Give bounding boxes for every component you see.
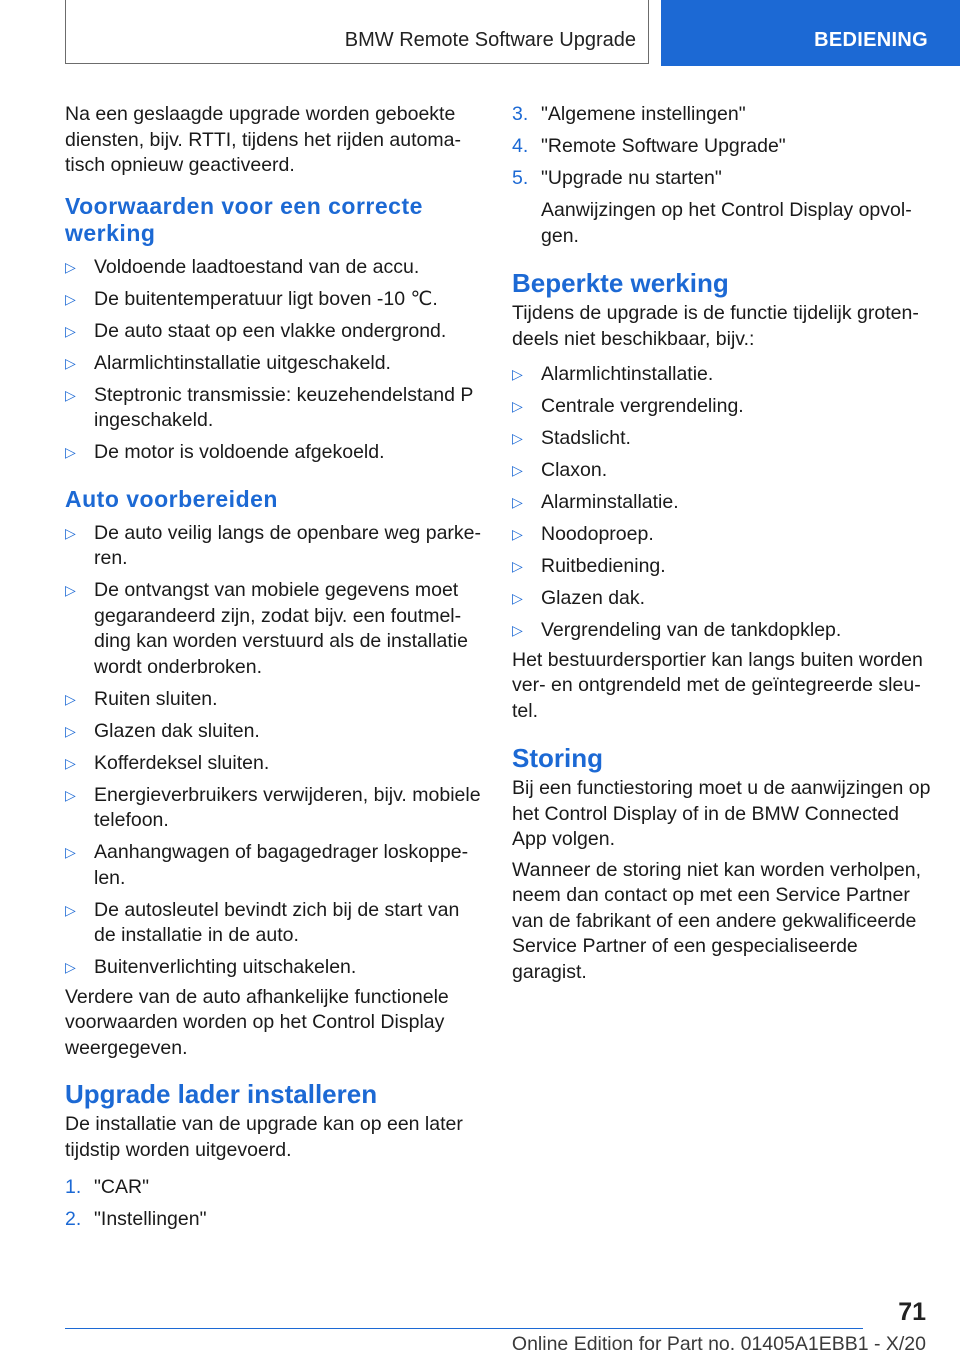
left-column xyxy=(65,102,483,1239)
bullet-icon: ▷ xyxy=(512,398,523,414)
install-steps-continued xyxy=(512,102,932,192)
list-item: ▷ Alarminstallatie. xyxy=(512,490,932,516)
list-item: ▷ Vergrendeling van de tankdopklep. xyxy=(512,618,932,644)
bullet-icon: ▷ xyxy=(512,558,523,574)
list-item: ▷ De motor is voldoende afgekoeld. xyxy=(65,440,483,466)
fault-paragraph-1: Bij een functiestoring moet u de aanwijzingen op het Control Display of in de BMW Connected App volgen. xyxy=(512,777,931,850)
list-item: ▷ De ontvangst van mobiele gegevens moet gegarandeerd zijn, zodat bijv. een foutmelding kan worden verstuurd als de installatie wordt onderbroken. xyxy=(65,579,468,678)
intro-paragraph: Na een geslaagde upgrade worden geboekte diensten, bijv. RTTI, tijdens het rijden automatisch opnieuw geactiveerd. xyxy=(65,103,461,176)
list-item: ▷ Aanhangwagen of bagagedrager loskoppelen. xyxy=(65,841,469,889)
bullet-icon: ▷ xyxy=(65,524,76,541)
bullet-icon: ▷ xyxy=(65,786,76,803)
right-column xyxy=(512,102,932,992)
list-item: ▷ Ruitbediening. xyxy=(512,554,932,580)
prepare-note: Verdere van de auto afhankelijke functionele voorwaarden worden op het Control Display weergegeven. xyxy=(65,985,449,1059)
step-item: 2. "Instellingen" xyxy=(65,1208,207,1230)
limited-note: Het bestuurdersportier kan langs buiten worden ver- en ontgrendeld met de geïntegreerde sleutel. xyxy=(512,648,923,722)
list-item: ▷ De buitentemperatuur ligt boven -10 ℃. xyxy=(65,287,483,313)
step-item: 4. "Remote Software Upgrade" xyxy=(512,135,786,157)
list-item: ▷ Energieverbruikers verwijderen, bijv. mobiele telefoon. xyxy=(65,783,481,831)
section-tab-label: BEDIENING xyxy=(814,29,928,51)
bullet-icon: ▷ xyxy=(65,322,76,339)
footer-edition: Online Edition for Part no. 01405A1EBB1 - X/20 xyxy=(511,1333,926,1355)
list-item: ▷ Noodoproep. xyxy=(512,522,932,548)
list-item: ▷ De auto veilig langs de openbare weg parkeren. xyxy=(65,521,482,569)
footer-divider xyxy=(65,1328,863,1329)
prepare-list xyxy=(65,521,483,981)
list-item: ▷ Voldoende laadtoestand van de accu. xyxy=(65,255,483,281)
limited-list xyxy=(512,362,932,644)
list-item: ▷ Glazen dak sluiten. xyxy=(65,719,483,745)
bullet-icon: ▷ xyxy=(512,526,523,542)
bullet-icon: ▷ xyxy=(65,754,76,771)
fault-paragraph-2: Wanneer de storing niet kan worden verholpen, neem dan contact op met een Service Partner van de fabrikant of een andere gekwalificeerde Service Partner of een gespecialiseerde garagist. xyxy=(512,858,922,983)
list-item: ▷ De auto staat op een vlakke ondergrond. xyxy=(65,319,483,345)
bullet-icon: ▷ xyxy=(65,386,76,403)
conditions-heading: Voorwaarden voor een correcte werking xyxy=(65,192,423,246)
bullet-icon: ▷ xyxy=(65,722,76,739)
list-item: ▷ Steptronic transmissie: keuzehendelstand P ingeschakeld. xyxy=(65,383,474,431)
section-tab xyxy=(661,0,960,66)
list-item: ▷ Ruiten sluiten. xyxy=(65,687,483,713)
bullet-icon: ▷ xyxy=(512,366,523,382)
step-item: 3. "Algemene instellingen" xyxy=(512,103,746,125)
list-item: ▷ Alarmlichtinstallatie. xyxy=(512,362,932,388)
list-item: ▷ Centrale vergrendeling. xyxy=(512,394,932,420)
list-item: ▷ Glazen dak. xyxy=(512,586,932,612)
list-item: ▷ Stadslicht. xyxy=(512,426,932,452)
bullet-icon: ▷ xyxy=(65,444,76,460)
step-item: 1. "CAR" xyxy=(65,1176,150,1198)
bullet-icon: ▷ xyxy=(65,354,76,371)
bullet-icon: ▷ xyxy=(512,622,523,638)
bullet-icon: ▷ xyxy=(512,430,523,446)
install-paragraph: De installatie van de upgrade kan op een later tijdstip worden uitgevoerd. xyxy=(65,1113,463,1161)
limited-paragraph: Tijdens de upgrade is de functie tijdelijk grotendeels niet beschikbaar, bijv.: xyxy=(512,302,919,350)
bullet-icon: ▷ xyxy=(65,690,76,707)
list-item: ▷ Claxon. xyxy=(512,458,932,484)
bullet-icon: ▷ xyxy=(65,844,76,860)
list-item: ▷ De autosleutel bevindt zich bij de start van de installatie in de auto. xyxy=(65,898,460,946)
fault-heading: Storing xyxy=(512,743,603,773)
bullet-icon: ▷ xyxy=(65,582,76,598)
bullet-icon: ▷ xyxy=(65,901,76,918)
step-item: 5. "Upgrade nu starten" xyxy=(512,167,722,189)
install-heading: Upgrade lader installeren xyxy=(65,1079,378,1109)
conditions-list xyxy=(65,255,483,466)
install-steps xyxy=(65,1175,483,1233)
list-item: ▷ Buitenverlichting uitschakelen. xyxy=(65,955,483,981)
limited-heading: Beperkte werking xyxy=(512,268,729,298)
step-note: Aanwijzingen op het Control Display opvolgen. xyxy=(541,199,912,247)
prepare-heading: Auto voorbereiden xyxy=(65,485,278,512)
header-frame xyxy=(65,0,649,64)
bullet-icon: ▷ xyxy=(65,959,76,975)
bullet-icon: ▷ xyxy=(512,462,523,478)
bullet-icon: ▷ xyxy=(65,290,76,307)
list-item: ▷ Alarmlichtinstallatie uitgeschakeld. xyxy=(65,351,483,377)
page-number: 71 xyxy=(898,1298,926,1326)
bullet-icon: ▷ xyxy=(512,590,523,606)
header-title: BMW Remote Software Upgrade xyxy=(344,29,636,51)
list-item: ▷ Kofferdeksel sluiten. xyxy=(65,751,483,777)
bullet-icon: ▷ xyxy=(65,258,76,275)
bullet-icon: ▷ xyxy=(512,494,523,510)
